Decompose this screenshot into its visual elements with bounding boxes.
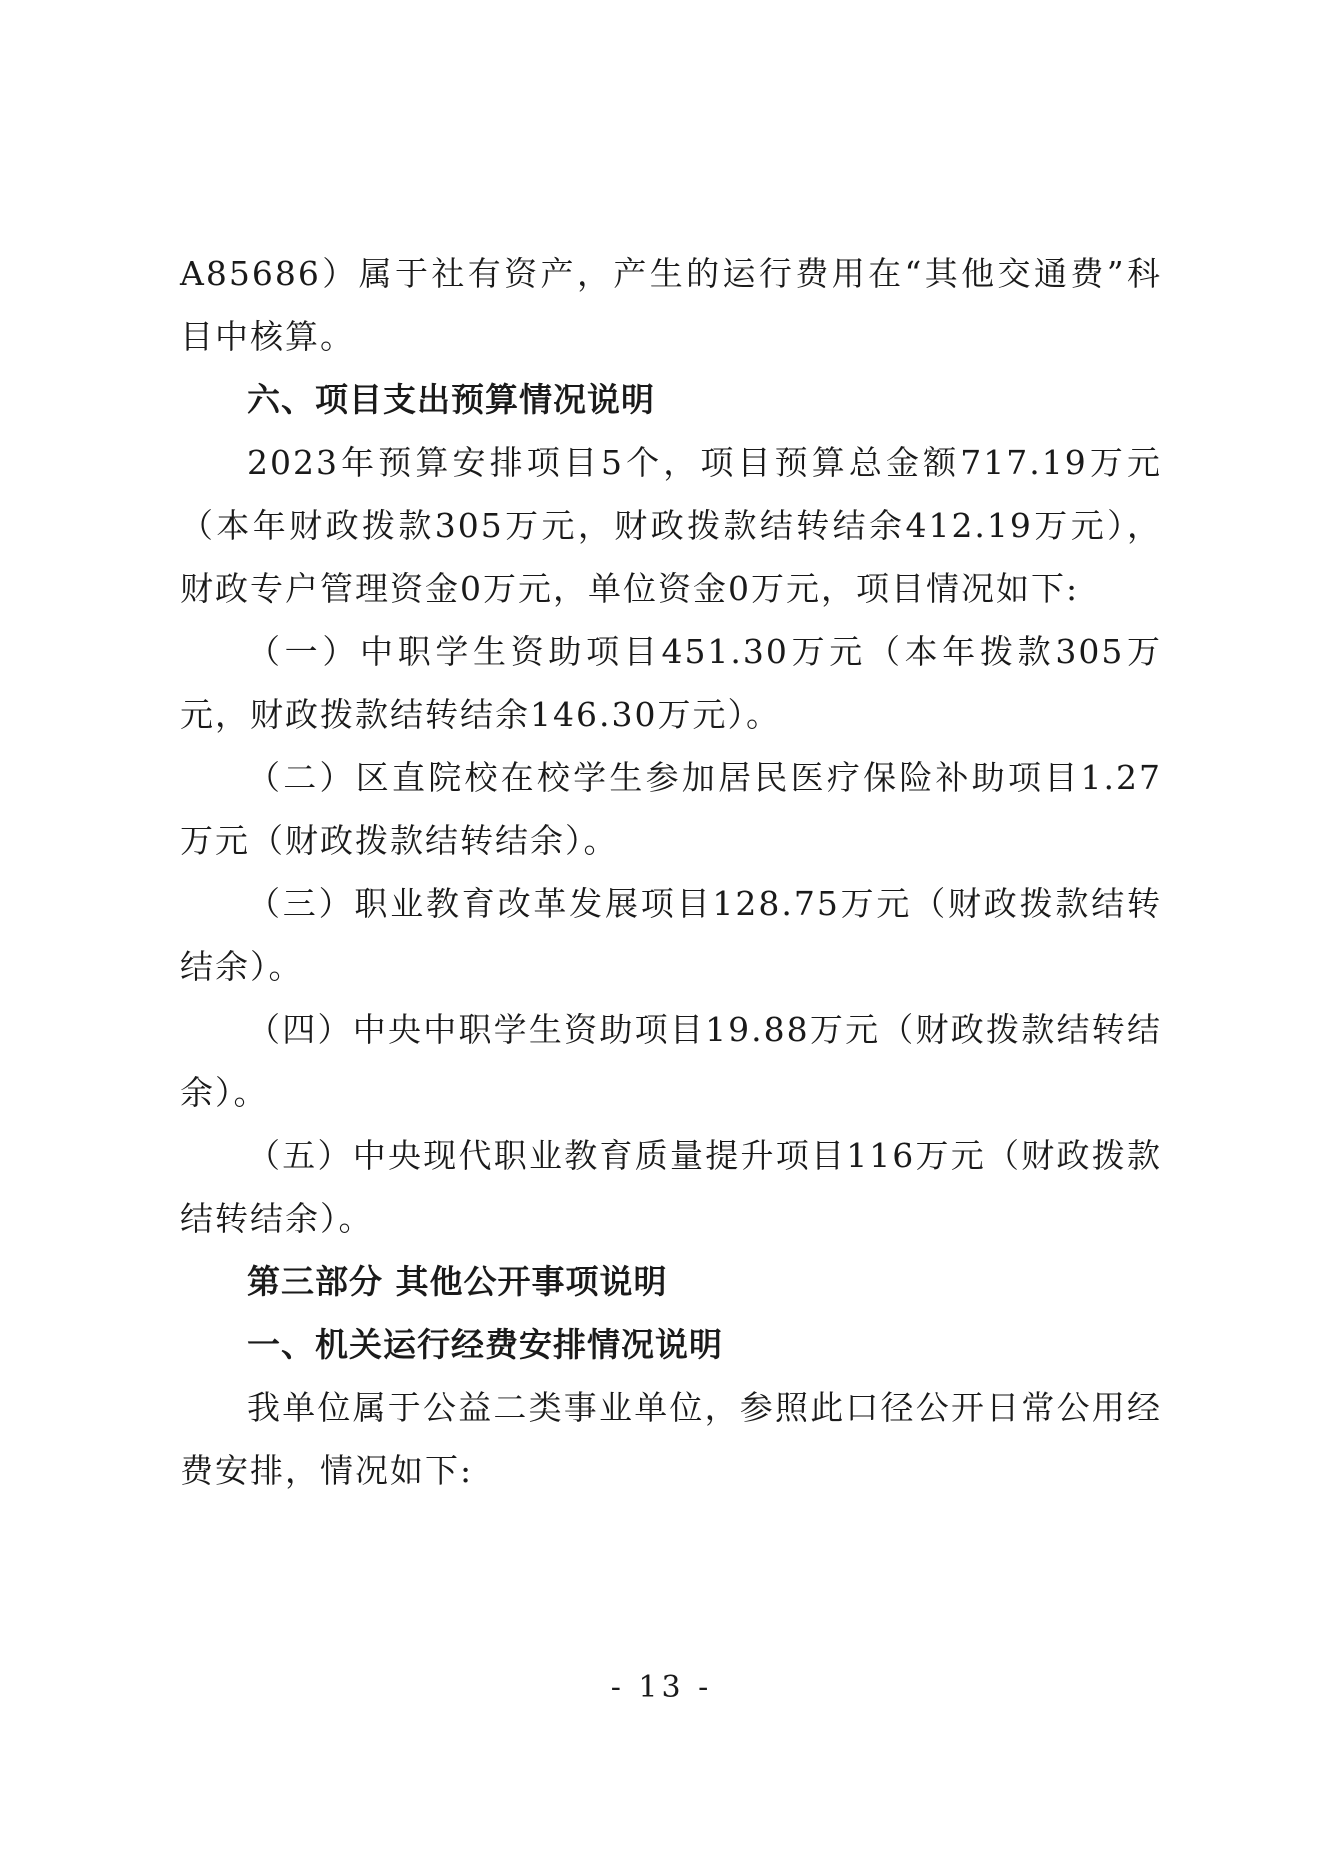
page-number: - 13 - (610, 1670, 713, 1705)
paragraph-project-5: （五）中央现代职业教育质量提升项目116万元（财政拨款结转结余）。 (180, 1136, 1162, 1238)
section-heading-operating-funds: 一、机关运行经费安排情况说明 (247, 1325, 723, 1364)
paragraph-project-1: （一）中职学生资助项目451.30万元（本年拨款305万元，财政拨款结转结余146.30万元）。 (180, 632, 1162, 734)
paragraph-project-3: （三）职业教育改革发展项目128.75万元（财政拨款结转结余）。 (180, 884, 1162, 986)
paragraph-vehicle-note: A85686）属于社有资产，产生的运行费用在“其他交通费”科目中核算。 (180, 254, 1162, 356)
paragraph-operating-funds: 我单位属于公益二类事业单位，参照此口径公开日常公用经费安排，情况如下: (180, 1388, 1162, 1490)
part-heading-other-disclosures: 第三部分 其他公开事项说明 (247, 1262, 668, 1301)
paragraph-project-4: （四）中央中职学生资助项目19.88万元（财政拨款结转结余）。 (180, 1010, 1162, 1112)
section-heading-project-expenditure: 六、项目支出预算情况说明 (247, 380, 655, 419)
document-body (180, 242, 1162, 1502)
paragraph-project-summary: 2023年预算安排项目5个，项目预算总金额717.19万元（本年财政拨款305万元，财政拨款结转结余412.19万元），财政专户管理资金0万元，单位资金0万元，项目情况如下: (180, 443, 1162, 608)
paragraph-project-2: （二）区直院校在校学生参加居民医疗保险补助项目1.27万元（财政拨款结转结余）。 (180, 758, 1162, 860)
